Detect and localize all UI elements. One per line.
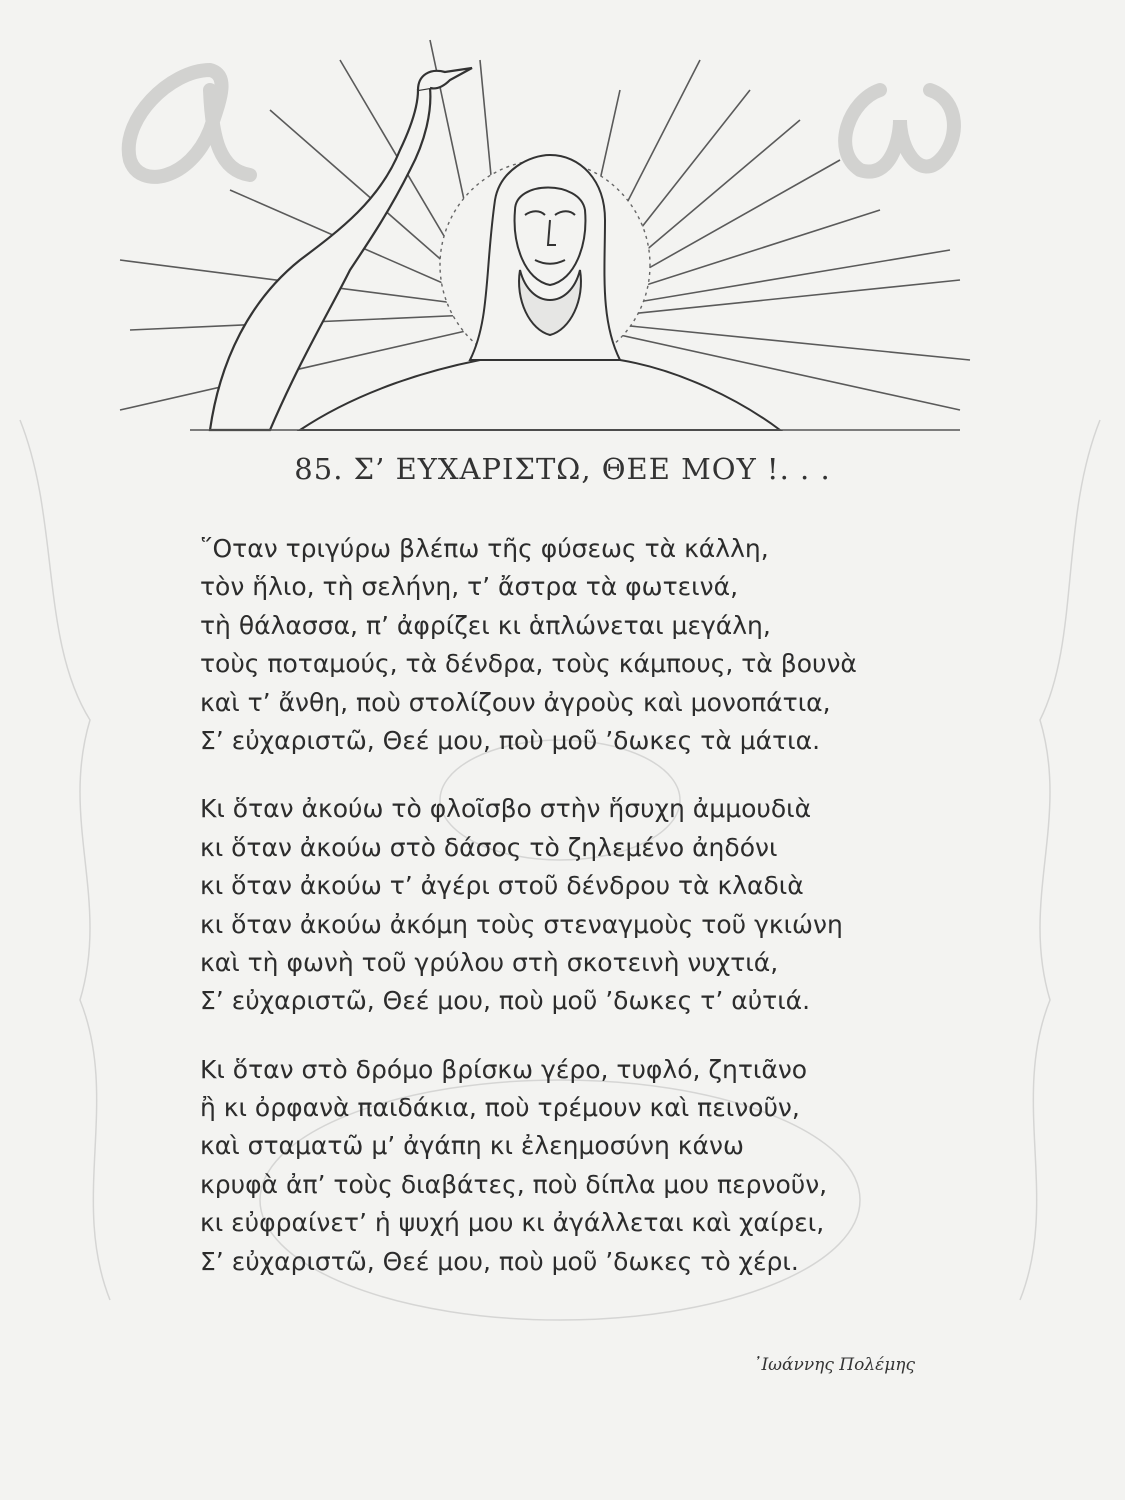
- poem-line: κι ὅταν ἀκούω ἀκόμη τοὺς στεναγμοὺς τοῦ γκιώνη: [200, 909, 843, 939]
- poem-line: κρυφὰ ἀπ’ τοὺς διαβάτες, ποὺ δίπλα μου περνοῦν,: [200, 1169, 828, 1199]
- poem-line: τοὺς ποταμούς, τὰ δένδρα, τοὺς κάμπους, τὰ βουνὰ: [200, 649, 857, 679]
- poem-body: [200, 530, 960, 1311]
- poem-refrain: Σ’ εὐχαριστῶ, Θεέ μου, ποὺ μοῦ ’δωκες τὰ μάτια.: [200, 725, 821, 755]
- stanza-2: [200, 790, 960, 1020]
- poem-line: κι εὐφραίνετ’ ἡ ψυχή μου κι ἀγάλλεται καὶ χαίρει,: [200, 1208, 825, 1238]
- christ-illustration: [100, 30, 980, 450]
- stanza-3: [200, 1051, 960, 1281]
- poem-line: κι ὅταν ἀκούω στὸ δάσος τὸ ζηλεμένο ἀηδόνι: [200, 832, 778, 862]
- poem-line: ἢ κι ὀρφανὰ παιδάκια, ποὺ τρέμουν καὶ πεινοῦν,: [200, 1093, 800, 1123]
- poem-refrain: Σ’ εὐχαριστῶ, Θεέ μου, ποὺ μοῦ ’δωκες τ’ αὐτιά.: [200, 986, 811, 1016]
- stanza-1: [200, 530, 960, 760]
- poem-line: καὶ σταματῶ μ’ ἀγάπη κι ἐλεημοσύνη κάνω: [200, 1131, 744, 1161]
- poem-title: 85. Σ’ ΕΥΧΑΡΙΣΤΩ, ΘΕΕ ΜΟΥ !. . .: [294, 452, 831, 486]
- poem-line: καὶ τ’ ἄνθη, ποὺ στολίζουν ἀγροὺς καὶ μονοπάτια,: [200, 687, 831, 717]
- poem-refrain: Σ’ εὐχαριστῶ, Θεέ μου, ποὺ μοῦ ’δωκες τὸ χέρι.: [200, 1246, 799, 1276]
- poem-author: ᾿Ιωάννης Πολέμης: [752, 1355, 915, 1375]
- poem-line: Κι ὅταν στὸ δρόμο βρίσκω γέρο, τυφλό, ζητιᾶνο: [200, 1054, 808, 1084]
- poem-line: τὸν ἥλιο, τὴ σελήνη, τ’ ἄστρα τὰ φωτεινά,: [200, 572, 739, 602]
- robe: [300, 360, 780, 430]
- poem-line: ῞Οταν τριγύρω βλέπω τῆς φύσεως τὰ κάλλη,: [200, 534, 769, 563]
- poem-line: κι ὅταν ἀκούω τ’ ἀγέρι στοῦ δένδρου τὰ κλαδιὰ: [200, 871, 804, 901]
- poem-line: Κι ὅταν ἀκούω τὸ φλοῖσβο στὴν ἥσυχη ἀμμουδιὰ: [200, 794, 812, 824]
- poem-line: καὶ τὴ φωνὴ τοῦ γρύλου στὴ σκοτεινὴ νυχτιά,: [200, 947, 779, 977]
- poem-line: τὴ θάλασσα, π’ ἀφρίζει κι ἁπλώνεται μεγάλη,: [200, 610, 771, 640]
